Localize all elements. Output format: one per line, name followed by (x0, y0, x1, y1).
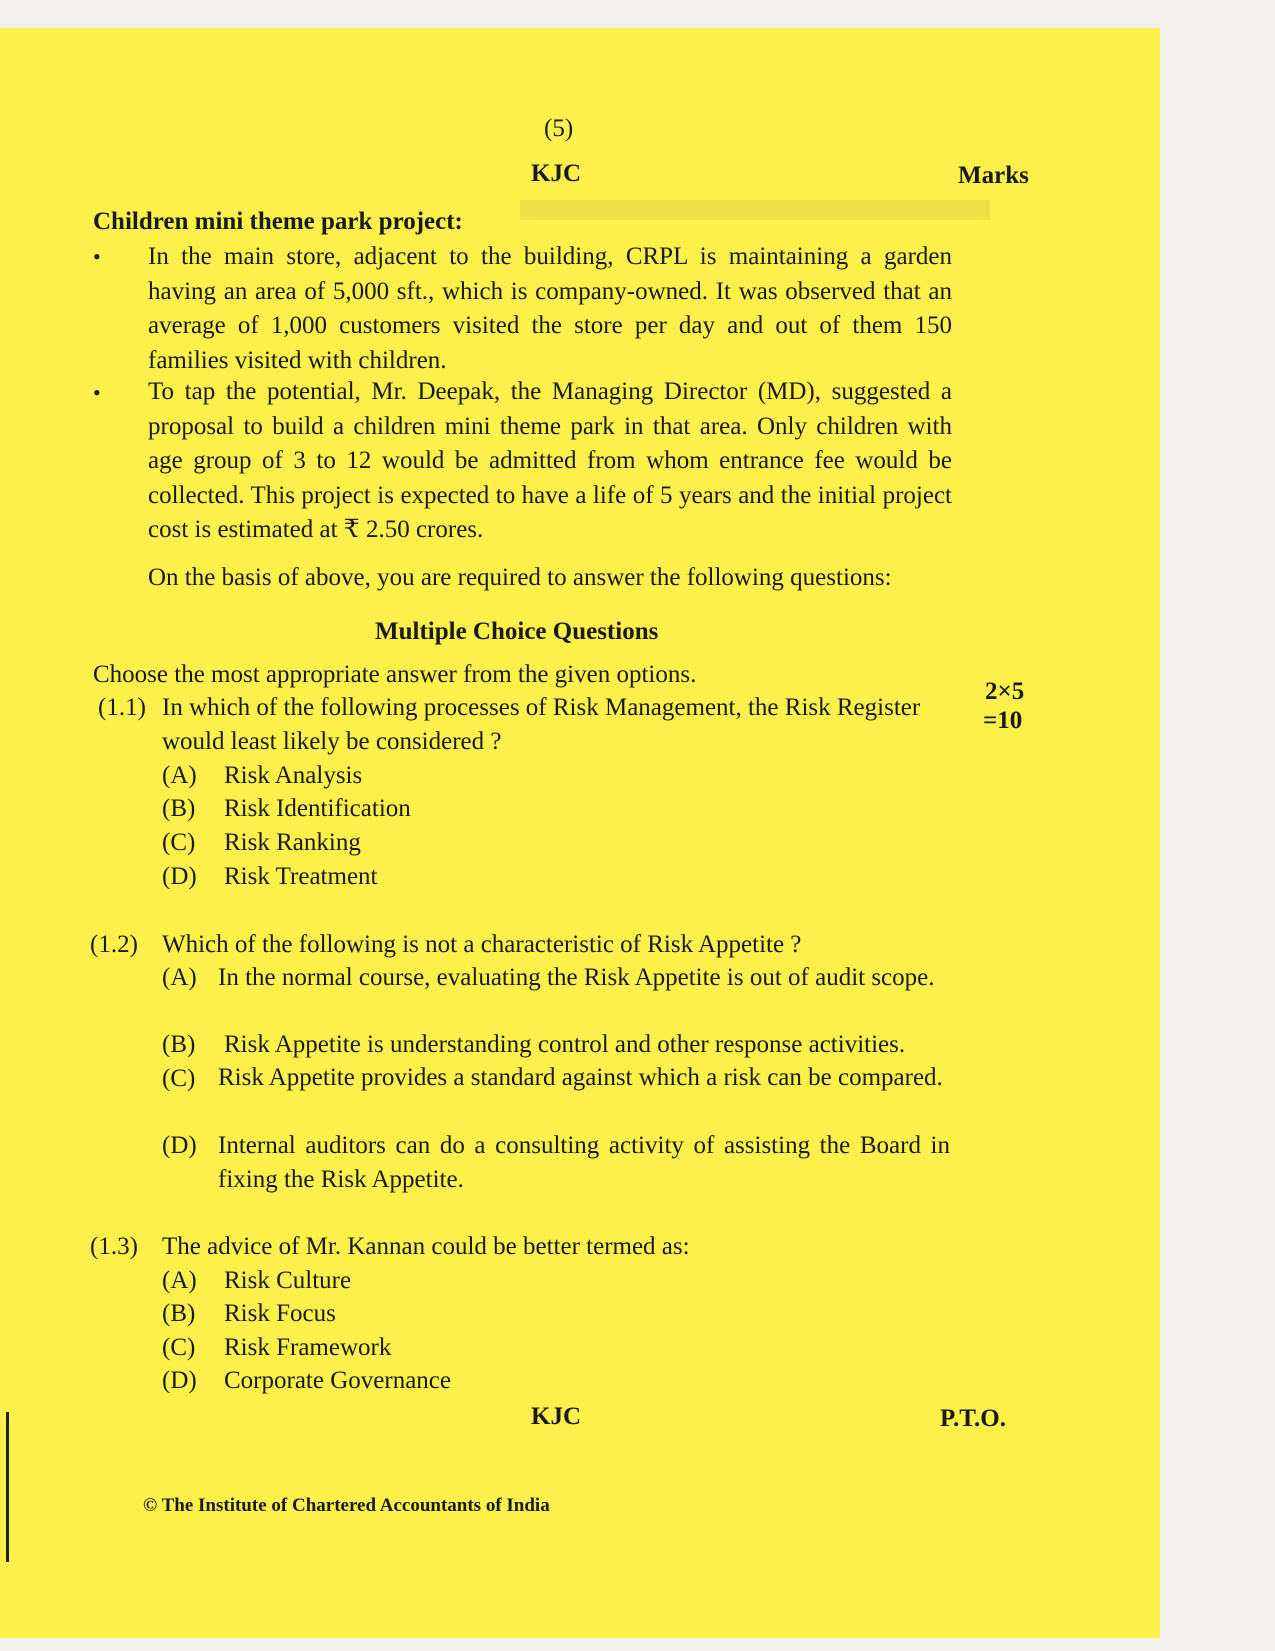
question-text: In which of the following processes of Risk Management, the Risk Register (162, 694, 921, 721)
option-text: Risk Analysis (224, 762, 363, 789)
option-label: (A) (162, 1267, 197, 1294)
option-text: Risk Identification (224, 795, 411, 822)
bullet-dot: • (93, 244, 101, 269)
mcq-intro: Choose the most appropriate answer from the given options. (93, 661, 697, 688)
page-number: (5) (544, 115, 574, 142)
pto-label: P.T.O. (940, 1405, 1006, 1432)
section-title: Children mini theme park project: (93, 208, 463, 235)
option-label: (D) (162, 1367, 197, 1394)
option-label: (B) (162, 1300, 196, 1327)
option-text: Risk Culture (224, 1267, 352, 1294)
option-text: Risk Framework (224, 1334, 392, 1361)
option-label: (A) (162, 762, 197, 789)
question-text: would least likely be considered ? (162, 728, 502, 755)
question-text: Which of the following is not a characteristic of Risk Appetite ? (162, 931, 802, 958)
option-text: Risk Ranking (224, 829, 361, 856)
option-label: (B) (162, 795, 196, 822)
bullet-paragraph-1: In the main store, adjacent to the building, CRPL is maintaining a garden having an area of 5,000 sft., which is company-owned. It was observed that an average of 1,000 customers visited the store per day and out of them 150 families visited with children. (148, 243, 952, 374)
option-label: (C) (162, 1065, 196, 1092)
binding-edge-mark (6, 1412, 9, 1562)
option-text: Risk Appetite is understanding control and other response activities. (224, 1031, 906, 1058)
option-label: (A) (162, 964, 197, 991)
instruction-text: On the basis of above, you are required to answer the following questions: (148, 564, 892, 591)
option-text: Internal auditors can do a consulting activity of assisting the Board in fixing the Risk Appetite. (218, 1132, 950, 1193)
option-label: (C) (162, 829, 196, 856)
mcq-heading: Multiple Choice Questions (375, 618, 659, 645)
copyright-notice: © The Institute of Chartered Accountants of India (143, 1495, 550, 1516)
center-code-header: KJC (531, 160, 581, 187)
center-code-footer: KJC (531, 1403, 581, 1430)
question-number: (1.1) (98, 694, 146, 721)
option-text: In the normal course, evaluating the Risk Appetite is out of audit scope. (218, 964, 935, 991)
option-text: Risk Appetite provides a standard against which a risk can be compared. (218, 1064, 943, 1091)
bullet-dot: • (93, 380, 101, 405)
marks-column-label: Marks (958, 162, 1029, 189)
option-label: (C) (162, 1334, 196, 1361)
marks-value-line2: =10 (983, 707, 1023, 734)
question-number: (1.2) (90, 931, 138, 958)
option-label: (D) (162, 863, 197, 890)
option-label: (B) (162, 1031, 196, 1058)
option-text: Corporate Governance (224, 1367, 451, 1394)
marks-value-line1: 2×5 (985, 678, 1025, 705)
option-text: Risk Treatment (224, 863, 378, 890)
option-text: Risk Focus (224, 1300, 336, 1327)
option-label: (D) (162, 1132, 197, 1159)
question-text: The advice of Mr. Kannan could be better termed as: (162, 1233, 690, 1260)
show-through-decoration (520, 200, 990, 220)
bullet-paragraph-2: To tap the potential, Mr. Deepak, the Managing Director (MD), suggested a proposal to build a children mini theme park in that area. Only children with age group of 3 to 12 would be admitted from whom entrance fee would be collected. This project is expected to have a life of 5 years and the initial project cost is estimated at ₹ 2.50 crores. (148, 378, 952, 543)
question-number: (1.3) (90, 1233, 138, 1260)
